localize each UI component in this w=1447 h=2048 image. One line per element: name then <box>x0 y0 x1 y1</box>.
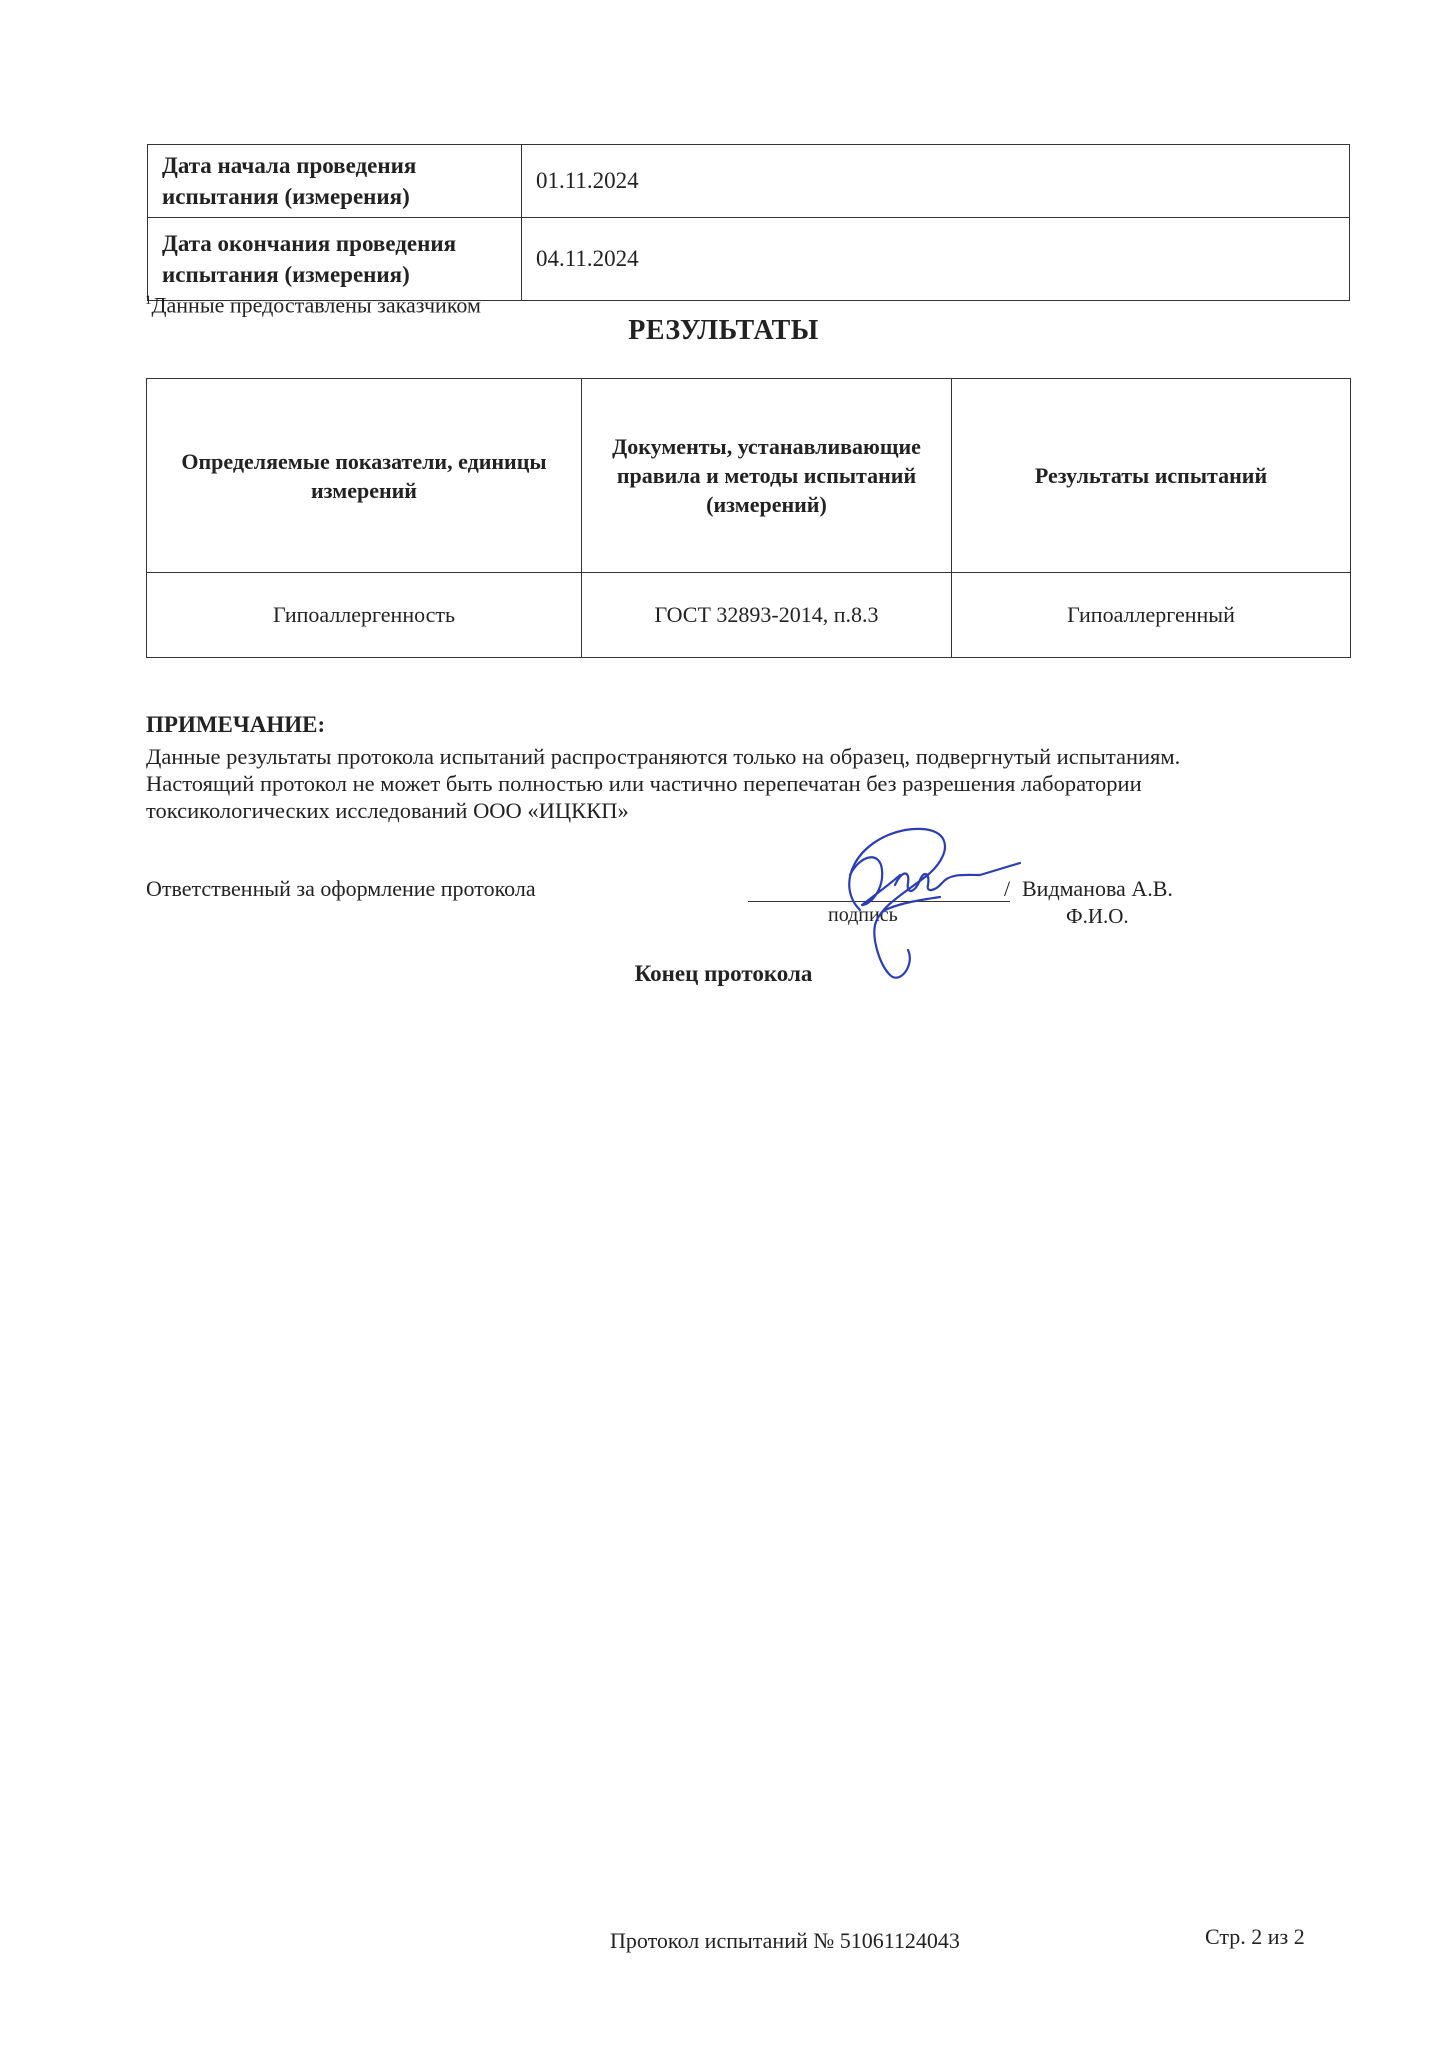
end-date-label: Дата окончания проведения испытания (измерения) <box>148 218 522 301</box>
header-results: Результаты испытаний <box>952 379 1351 573</box>
footer-page-number: Стр. 2 из 2 <box>1205 1924 1305 1949</box>
signature-strokes <box>849 829 1020 978</box>
end-of-protocol: Конец протокола <box>634 961 813 986</box>
note-line: Данные результаты протокола испытаний распространяются только на образец, подвергнутый испытаниям. <box>146 744 1181 769</box>
note-line: токсикологических исследований ООО «ИЦККП» <box>146 798 629 823</box>
responsible-name: Видманова А.В. <box>1022 876 1173 901</box>
name-caption: Ф.И.О. <box>1066 904 1129 928</box>
table-row <box>147 573 1351 658</box>
footnote-text: Данные предоставлены заказчиком <box>151 292 481 318</box>
responsible-label: Ответственный за оформление протокола <box>146 876 536 901</box>
results-table <box>146 378 1351 658</box>
note-line: Настоящий протокол не может быть полностью или частично перепечатан без разрешения лаборатории <box>146 771 1142 796</box>
result-cell: Гипоаллергенный <box>952 573 1351 658</box>
end-date-value: 04.11.2024 <box>522 218 1350 301</box>
footnote-mark: 1 <box>145 292 152 307</box>
results-header-row <box>147 379 1351 573</box>
signature-caption: подпись <box>828 904 898 926</box>
table-row <box>148 145 1350 218</box>
footer-protocol-number: Протокол испытаний № 51061124043 <box>610 1928 960 1953</box>
signature-slash: / <box>1004 876 1011 901</box>
method-cell: ГОСТ 32893-2014, п.8.3 <box>582 573 952 658</box>
results-title: РЕЗУЛЬТАТЫ <box>628 315 819 346</box>
note-body <box>146 743 1296 824</box>
header-methods: Документы, устанавливающие правила и методы испытаний (измерений) <box>582 379 952 573</box>
table-row <box>148 218 1350 301</box>
note-heading: ПРИМЕЧАНИЕ: <box>146 712 326 737</box>
test-dates-table <box>147 144 1350 301</box>
indicator-cell: Гипоаллергенность <box>147 573 582 658</box>
start-date-value: 01.11.2024 <box>522 145 1350 218</box>
start-date-label: Дата начала проведения испытания (измерения) <box>148 145 522 218</box>
header-indicators: Определяемые показатели, единицы измерений <box>147 379 582 573</box>
